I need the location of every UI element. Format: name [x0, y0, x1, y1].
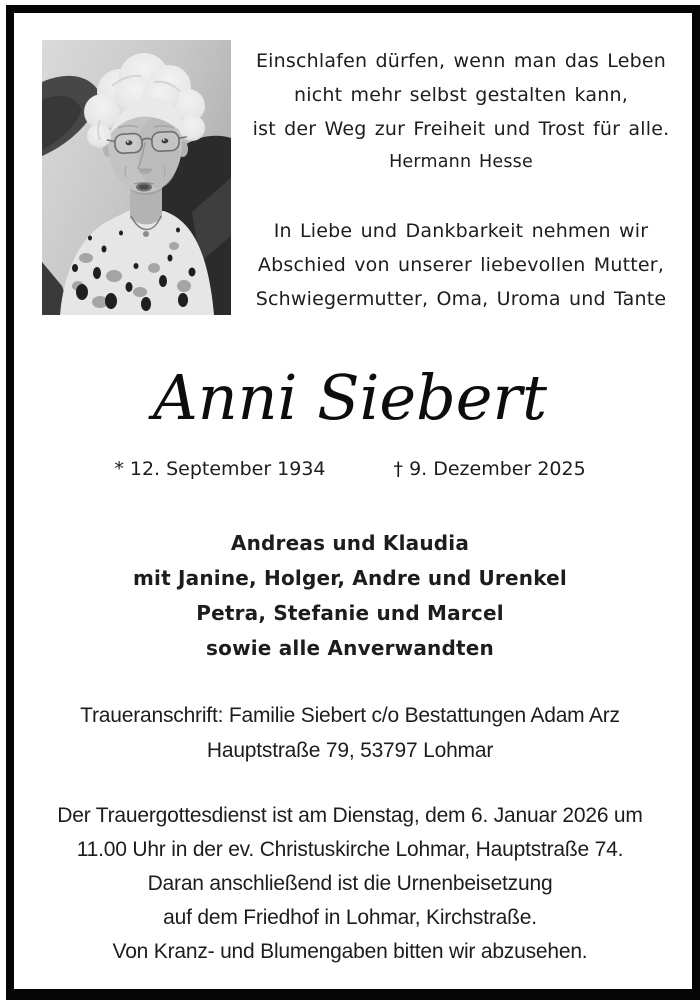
service-details	[0, 799, 700, 969]
intro-line: In Liebe und Dankbarkeit nehmen wir	[273, 220, 649, 242]
service-line: 11.00 Uhr in der ev. Christuskirche Lohmar, Hauptstraße 74.	[76, 838, 624, 861]
quote-attribution: Hermann Hesse	[389, 152, 533, 172]
family-line: Andreas und Klaudia	[230, 531, 470, 555]
service-line: Von Kranz- und Blumengaben bitten wir abzusehen.	[112, 940, 588, 963]
family-line: mit Janine, Holger, Andre und Urenkel	[133, 566, 567, 590]
intro-line: Schwiegermutter, Oma, Uroma und Tante	[255, 288, 667, 310]
quote-line: Einschlafen dürfen, wenn man das Leben	[255, 50, 667, 72]
death-date: † 9. Dezember 2025	[393, 458, 586, 480]
address-line: Traueranschrift: Familie Siebert c/o Bestattungen Adam Arz	[80, 704, 620, 727]
life-dates	[0, 456, 700, 482]
intro-text	[233, 214, 689, 316]
intro-line: Abschied von unserer liebevollen Mutter,	[257, 254, 665, 276]
deceased-name: Anni Siebert	[152, 361, 548, 434]
service-line: auf dem Friedhof in Lohmar, Kirchstraße.	[163, 906, 537, 929]
birth-date: * 12. September 1934	[114, 458, 326, 480]
family-names	[0, 526, 700, 666]
quote-line: nicht mehr selbst gestalten kann,	[294, 84, 628, 106]
mourning-address	[0, 698, 700, 768]
family-line: sowie alle Anverwandten	[206, 636, 494, 660]
service-line: Daran anschließend ist die Urnenbeisetzung	[147, 872, 553, 895]
family-line: Petra, Stefanie und Marcel	[196, 601, 504, 625]
portrait-photo	[42, 40, 231, 315]
address-line: Hauptstraße 79, 53797 Lohmar	[206, 739, 494, 762]
quote-line: ist der Weg zur Freiheit und Trost für alle.	[252, 118, 670, 140]
service-line: Der Trauergottesdienst ist am Dienstag, dem 6. Januar 2026 um	[57, 804, 643, 827]
memorial-quote	[233, 44, 689, 178]
